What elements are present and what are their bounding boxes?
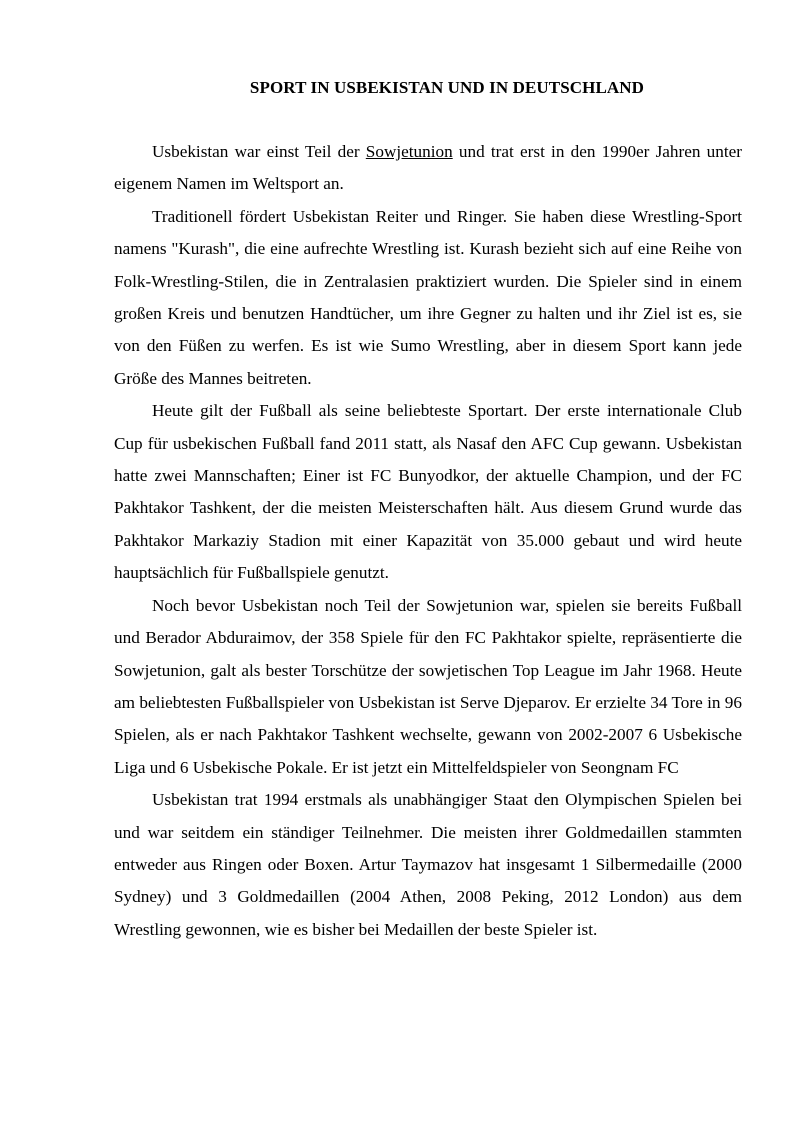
document-body <box>114 136 742 946</box>
document-title: SPORT IN USBEKISTAN UND IN DEUTSCHLAND <box>249 78 645 97</box>
paragraph-history: Noch bevor Usbekistan noch Teil der Sowjetunion war, spielen sie bereits Fußball und Berador Abduraimov, der 358 Spiele für den FC Pakhtakor spielte, repräsentierte die Sowjetunion, galt als bester Torschütze der sowjetischen Top League im Jahr 1968. Heute am beliebtesten Fußballspieler von Usbekistan ist Serve Djeparov. Er erzielte 34 Tore in 96 Spielen, als er nach Pakhtakor Tashkent wechselte, gewann von 2002-2007 6 Usbekische Liga und 6 Usbekische Pokale. Er ist jetzt ein Mittelfeldspieler von Seongnam FC <box>114 595 742 777</box>
paragraph-olympics: Usbekistan trat 1994 erstmals als unabhängiger Staat den Olympischen Spielen bei und war seitdem ein ständiger Teilnehmer. Die meisten ihrer Goldmedaillen stammten entweder aus Ringen oder Boxen. Artur Taymazov hat insgesamt 1 Silbermedaille (2000 Sydney) und 3 Goldmedaillen (2004 Athen, 2008 Peking, 2012 London) aus dem Wrestling gewonnen, wie es bisher bei Medaillen der beste Spieler ist. <box>114 790 742 939</box>
document-page <box>114 72 742 946</box>
sowjetunion-link[interactable]: Sowjetunion <box>365 142 453 161</box>
paragraph-fussball: Heute gilt der Fußball als seine beliebteste Sportart. Der erste internationale Club Cup für usbekischen Fußball fand 2011 statt, als Nasaf den AFC Cup gewann. Usbekistan hatte zwei Mannschaften; Einer ist FC Bunyodkor, der aktuelle Champion, und der FC Pakhtakor Tashkent, der die meisten Meisterschaften hält. Aus diesem Grund wurde das Pakhtakor Markaziy Stadion mit einer Kapazität von 35.000 gebaut und wird heute hauptsächlich für Fußballspiele genutzt. <box>114 401 742 583</box>
paragraph-intro-text-after: und trat erst in den 1990er Jahren unter eigenem Namen im Weltsport an. <box>114 142 742 194</box>
paragraph-kurash: Traditionell fördert Usbekistan Reiter und Ringer. Sie haben diese Wrestling-Sport namens "Kurash", die eine aufrechte Wrestling ist. Kurash bezieht sich auf eine Reihe von Folk-Wrestling-Stilen, die in Zentralasien praktiziert wurden. Die Spieler sind in einem großen Kreis und benutzen Handtücher, um ihre Gegner zu halten und ihr Ziel ist es, sie von den Füßen zu werfen. Es ist wie Sumo Wrestling, aber in diesem Sport kann jede Größe des Mannes beitreten. <box>114 206 742 388</box>
paragraph-intro-text-before: Usbekistan war einst Teil der <box>152 142 366 161</box>
paragraph-intro <box>114 136 742 201</box>
